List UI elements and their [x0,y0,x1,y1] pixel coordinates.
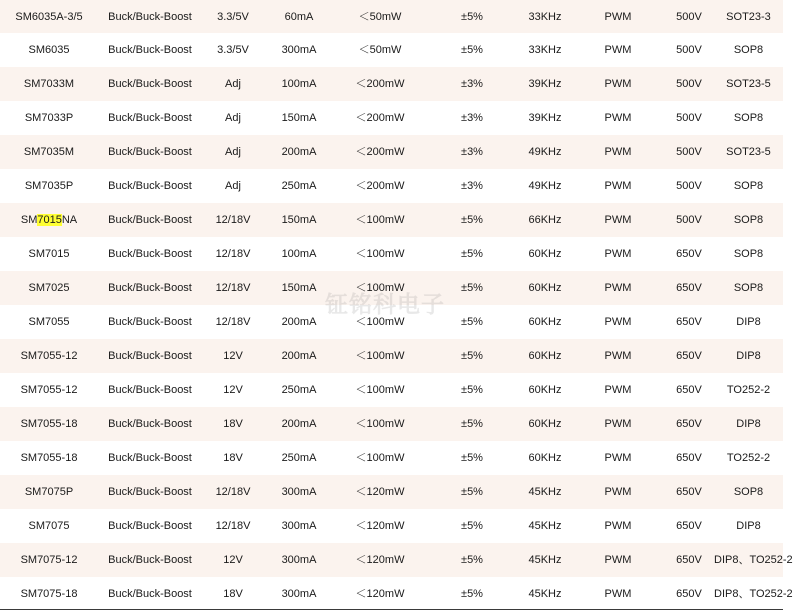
control-mode: PWM [604,554,632,566]
package: SOP8 [733,486,764,498]
frequency: 60KHz [528,452,562,464]
accuracy: ±3% [461,180,483,192]
frequency: 45KHz [528,486,562,498]
part-number: SM7033P [24,112,74,124]
voltage-rating: 650V [676,520,702,532]
part-number: SM7035M [23,146,75,158]
accuracy: ±5% [461,44,483,56]
voltage-rating: 500V [676,146,702,158]
table-row [0,339,783,373]
control-mode: PWM [604,180,632,192]
voltage-rating: 650V [676,554,702,566]
part-number: SM7055-12 [20,384,78,396]
part-number: SM7025 [28,282,70,294]
voltage-rating: 500V [676,112,702,124]
frequency: 66KHz [528,214,562,226]
output-voltage: Adj [225,180,241,192]
package: DIP8、TO252-2 [714,554,793,566]
frequency: 60KHz [528,350,562,362]
table-row [0,67,783,101]
voltage-rating: 650V [676,316,702,328]
output-voltage: 12V [223,350,243,362]
control-mode: PWM [604,350,632,362]
table-row [0,237,783,271]
output-voltage: 3.3/5V [217,44,249,56]
output-current: 250mA [281,384,317,396]
accuracy: ±3% [461,112,483,124]
topology: Buck/Buck-Boost [108,588,192,600]
package: SOP8 [733,112,764,124]
standby-power: ＜50mW [358,10,402,23]
control-mode: PWM [604,520,632,532]
voltage-rating: 500V [676,214,702,226]
output-current: 200mA [281,418,317,430]
standby-power: ＜120mW [355,486,405,498]
topology: Buck/Buck-Boost [108,248,192,260]
package: SOP8 [733,44,764,56]
package: DIP8 [736,316,761,328]
topology: Buck/Buck-Boost [108,214,192,226]
package: TO252-2 [726,384,771,396]
accuracy: ±5% [461,282,483,294]
accuracy: ±5% [461,452,483,464]
table-row [0,169,783,203]
part-prefix: SM [20,214,38,226]
output-current: 60mA [284,10,314,23]
package: DIP8、TO252-2 [714,588,793,600]
accuracy: ±5% [461,486,483,498]
control-mode: PWM [604,44,632,56]
accuracy: ±5% [461,554,483,566]
standby-power: ＜100mW [355,350,405,362]
table-row [0,543,783,577]
output-voltage: 18V [223,452,243,464]
output-voltage: 12/18V [215,214,251,226]
standby-power: ＜120mW [355,588,405,600]
voltage-rating: 650V [676,452,702,464]
frequency: 60KHz [528,418,562,430]
output-voltage: Adj [225,78,241,90]
standby-power: ＜100mW [355,282,405,294]
accuracy: ±5% [461,384,483,396]
table-row [0,373,783,407]
control-mode: PWM [604,486,632,498]
watermark: 钲铭科电子 [325,292,445,318]
output-current: 200mA [281,350,317,362]
output-voltage: Adj [225,112,241,124]
package: DIP8 [736,350,761,362]
output-current: 300mA [281,44,317,56]
part-number: SM7075-18 [20,588,78,600]
package: SOP8 [733,214,764,226]
control-mode: PWM [604,10,632,23]
frequency: 49KHz [528,180,562,192]
voltage-rating: 500V [676,44,702,56]
accuracy: ±5% [461,588,483,600]
output-current: 150mA [281,214,317,226]
output-current: 300mA [281,554,317,566]
table-row [0,441,783,475]
accuracy: ±3% [461,78,483,90]
topology: Buck/Buck-Boost [108,282,192,294]
output-voltage: 18V [223,418,243,430]
output-voltage: 12/18V [215,316,251,328]
voltage-rating: 500V [676,10,702,23]
frequency: 33KHz [528,10,562,23]
topology: Buck/Buck-Boost [108,10,192,23]
control-mode: PWM [604,588,632,600]
frequency: 60KHz [528,282,562,294]
table-bottom-border [0,609,783,610]
part-number: SM7055 [28,316,70,328]
package: TO252-2 [726,452,771,464]
table-row [0,101,783,135]
control-mode: PWM [604,384,632,396]
standby-power: ＜100mW [355,384,405,396]
table-row [0,509,783,543]
package: DIP8 [736,418,761,430]
output-voltage: 12/18V [215,248,251,260]
topology: Buck/Buck-Boost [108,418,192,430]
standby-power: ＜100mW [355,214,405,226]
package: SOP8 [733,282,764,294]
accuracy: ±5% [461,418,483,430]
frequency: 60KHz [528,248,562,260]
voltage-rating: 500V [676,78,702,90]
standby-power: ＜200mW [355,146,405,158]
output-voltage: 12V [223,554,243,566]
voltage-rating: 500V [676,180,702,192]
table-row [0,407,783,441]
standby-power: ＜120mW [355,520,405,532]
topology: Buck/Buck-Boost [108,384,192,396]
topology: Buck/Buck-Boost [108,44,192,56]
standby-power: ＜50mW [358,44,402,56]
part-highlight: 7015 [37,214,62,226]
part-number: SM6035A-3/5 [15,10,83,23]
control-mode: PWM [604,248,632,260]
part-number: SM7033M [23,78,75,90]
package: SOT23-5 [726,78,771,90]
control-mode: PWM [604,146,632,158]
output-voltage: 3.3/5V [217,10,249,23]
topology: Buck/Buck-Boost [108,180,192,192]
output-current: 200mA [281,146,317,158]
control-mode: PWM [604,112,632,124]
part-suffix: NA [61,214,78,226]
topology: Buck/Buck-Boost [108,486,192,498]
standby-power: ＜120mW [355,554,405,566]
topology: Buck/Buck-Boost [108,112,192,124]
voltage-rating: 650V [676,588,702,600]
output-current: 250mA [281,452,317,464]
table-row [0,33,783,67]
frequency: 60KHz [528,384,562,396]
voltage-rating: 650V [676,418,702,430]
package: SOP8 [733,248,764,260]
topology: Buck/Buck-Boost [108,350,192,362]
accuracy: ±5% [461,520,483,532]
table-row [0,577,783,611]
table-row [0,135,783,169]
frequency: 60KHz [528,316,562,328]
output-current: 250mA [281,180,317,192]
voltage-rating: 650V [676,384,702,396]
part-number: SM6035 [28,44,70,56]
topology: Buck/Buck-Boost [108,452,192,464]
table-row [0,475,783,509]
part-number: SM7015 [28,248,70,260]
standby-power: ＜200mW [355,112,405,124]
standby-power: ＜100mW [355,316,405,328]
output-current: 300mA [281,588,317,600]
accuracy: ±5% [461,248,483,260]
frequency: 39KHz [528,78,562,90]
output-voltage: 18V [223,588,243,600]
table-row [0,305,783,339]
table-row [0,0,783,33]
table-row [0,203,783,237]
standby-power: ＜100mW [355,418,405,430]
control-mode: PWM [604,452,632,464]
frequency: 39KHz [528,112,562,124]
output-voltage: 12/18V [215,282,251,294]
voltage-rating: 650V [676,282,702,294]
part-number: SM7075 [28,520,70,532]
frequency: 45KHz [528,554,562,566]
topology: Buck/Buck-Boost [108,316,192,328]
frequency: 45KHz [528,588,562,600]
part-number: SM7055-12 [20,350,78,362]
topology: Buck/Buck-Boost [108,520,192,532]
control-mode: PWM [604,78,632,90]
package: SOP8 [733,180,764,192]
standby-power: ＜200mW [355,78,405,90]
part-number: SM7075P [24,486,74,498]
part-number: SM7075-12 [20,554,78,566]
output-voltage: 12/18V [215,486,251,498]
package: SOT23-3 [726,10,771,23]
standby-power: ＜100mW [355,248,405,260]
standby-power: ＜100mW [355,452,405,464]
topology: Buck/Buck-Boost [108,146,192,158]
output-current: 100mA [281,248,317,260]
topology: Buck/Buck-Boost [108,554,192,566]
package: DIP8 [736,520,761,532]
frequency: 49KHz [528,146,562,158]
control-mode: PWM [604,418,632,430]
output-current: 300mA [281,486,317,498]
control-mode: PWM [604,316,632,328]
standby-power: ＜200mW [355,180,405,192]
voltage-rating: 650V [676,350,702,362]
output-current: 300mA [281,520,317,532]
control-mode: PWM [604,282,632,294]
topology: Buck/Buck-Boost [108,78,192,90]
output-current: 150mA [281,112,317,124]
package: SOT23-5 [726,146,771,158]
accuracy: ±3% [461,146,483,158]
part-number: SM7055-18 [20,418,78,430]
voltage-rating: 650V [676,248,702,260]
output-current: 200mA [281,316,317,328]
accuracy: ±5% [461,10,483,23]
accuracy: ±5% [461,316,483,328]
frequency: 33KHz [528,44,562,56]
frequency: 45KHz [528,520,562,532]
output-voltage: 12/18V [215,520,251,532]
output-current: 100mA [281,78,317,90]
accuracy: ±5% [461,350,483,362]
output-voltage: 12V [223,384,243,396]
output-current: 150mA [281,282,317,294]
table-row [0,271,783,305]
control-mode: PWM [604,214,632,226]
accuracy: ±5% [461,214,483,226]
voltage-rating: 650V [676,486,702,498]
part-number: SM7035P [24,180,74,192]
part-number [0,203,98,237]
output-voltage: Adj [225,146,241,158]
part-number: SM7055-18 [20,452,78,464]
